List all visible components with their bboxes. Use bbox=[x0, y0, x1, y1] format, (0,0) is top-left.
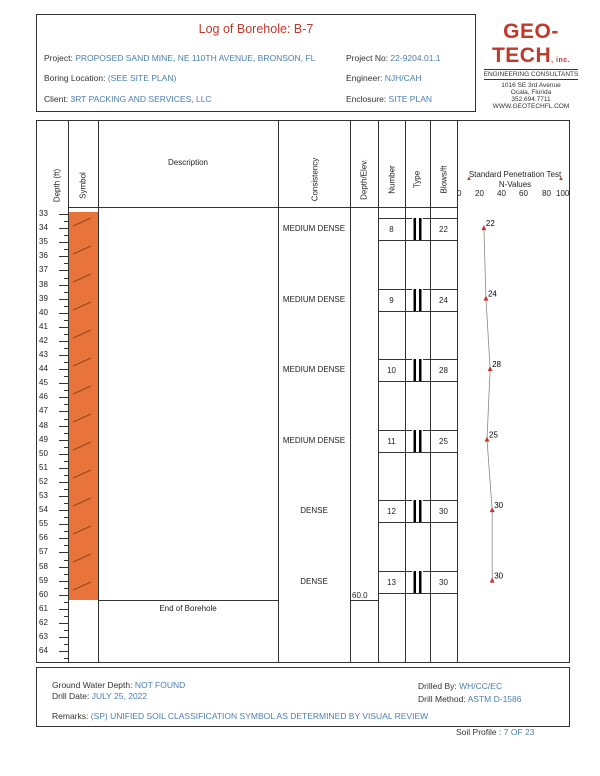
project-no-line bbox=[346, 53, 441, 63]
log-title: Log of Borehole: B-7 bbox=[198, 22, 314, 36]
split-spoon-symbol bbox=[412, 359, 423, 381]
spt-title: Standard Penetration Test bbox=[468, 170, 562, 179]
drill-method-value: ASTM D-1586 bbox=[467, 694, 522, 704]
client-value: 3RT PACKING AND SERVICES, LLC bbox=[70, 94, 212, 104]
logo-website: WWW.GEOTECHFL.COM bbox=[492, 103, 570, 110]
sample-number: 12 bbox=[387, 507, 396, 517]
client-line bbox=[44, 94, 212, 104]
sample-consistency: MEDIUM DENSE bbox=[282, 435, 346, 445]
depth-tick-label: 49 bbox=[39, 434, 48, 444]
sample-consistency: MEDIUM DENSE bbox=[282, 224, 346, 234]
logo-wordmark: GEO-TECH, inc. bbox=[491, 20, 571, 67]
sample-consistency: MEDIUM DENSE bbox=[282, 294, 346, 304]
depth-tick-label: 41 bbox=[39, 321, 48, 331]
remarks-line bbox=[52, 711, 428, 721]
split-spoon-symbol bbox=[412, 500, 423, 522]
split-spoon-symbol bbox=[412, 289, 423, 311]
project-value: PROPOSED SAND MINE, NE 110TH AVENUE, BRONSON, FL bbox=[75, 53, 316, 63]
spt-point-label: 25 bbox=[489, 430, 498, 440]
header-type: Type bbox=[412, 170, 422, 189]
depth-tick-label: 54 bbox=[39, 505, 48, 515]
soil-profile-value: 7 OF 23 bbox=[503, 727, 535, 737]
spt-plot bbox=[457, 207, 571, 664]
spt-marker-right: ▲ bbox=[558, 176, 564, 182]
sample-number: 9 bbox=[389, 295, 394, 305]
depth-tick-label: 51 bbox=[39, 462, 48, 472]
depth-tick-label: 59 bbox=[39, 575, 48, 585]
spt-subtitle: N-Values bbox=[498, 180, 532, 189]
depth-tick-label: 43 bbox=[39, 350, 48, 360]
depth-tick-label: 46 bbox=[39, 392, 48, 402]
spt-tick-20: 20 bbox=[475, 189, 484, 198]
project-no-value: 22-9204.01.1 bbox=[390, 53, 441, 63]
remarks-value: (SP) UNIFIED SOIL CLASSIFICATION SYMBOL AS DETERMINED BY VISUAL REVIEW bbox=[90, 711, 429, 721]
split-spoon-symbol bbox=[412, 218, 423, 240]
soil-profile-label: Soil Profile : bbox=[456, 727, 502, 737]
sample-consistency: DENSE bbox=[300, 576, 328, 586]
depth-tick-label: 38 bbox=[39, 279, 48, 289]
depth-tick-label: 61 bbox=[39, 603, 48, 613]
sample-blows: 30 bbox=[439, 507, 448, 517]
depth-tick-label: 64 bbox=[39, 646, 48, 656]
drilled-by-line bbox=[418, 681, 502, 691]
project-label: Project: bbox=[44, 53, 73, 63]
drill-method-label: Drill Method: bbox=[418, 694, 466, 704]
logo-tagline: ENGINEERING CONSULTANTS bbox=[483, 71, 579, 78]
logo-underline-2 bbox=[484, 79, 578, 80]
depth-tick-label: 36 bbox=[39, 251, 48, 261]
soil-profile-line bbox=[456, 727, 534, 737]
log-table bbox=[36, 120, 570, 663]
sample-blows: 22 bbox=[439, 225, 448, 235]
sample-blows: 24 bbox=[439, 295, 448, 305]
project-line bbox=[44, 53, 315, 63]
company-logo bbox=[476, 20, 586, 110]
depth-tick-label: 34 bbox=[39, 223, 48, 233]
sample-blows: 25 bbox=[439, 436, 448, 446]
remarks-label: Remarks: bbox=[52, 711, 89, 721]
engineer-value: NJH/CAH bbox=[384, 73, 422, 83]
depth-tick-label: 62 bbox=[39, 617, 48, 627]
depth-tick-label: 33 bbox=[39, 209, 48, 219]
water-depth-value: NOT FOUND bbox=[134, 680, 186, 690]
spt-tick-60: 60 bbox=[519, 189, 528, 198]
depth-tick-label: 48 bbox=[39, 420, 48, 430]
spt-point-label: 28 bbox=[492, 360, 502, 370]
depth-tick-label: 52 bbox=[39, 476, 48, 486]
drill-date-label: Drill Date: bbox=[52, 691, 90, 701]
sample-blows: 28 bbox=[439, 366, 448, 376]
engineer-line bbox=[346, 73, 422, 83]
sample-consistency: MEDIUM DENSE bbox=[282, 365, 346, 375]
project-no-label: Project No: bbox=[346, 53, 389, 63]
boring-location-label: Boring Location: bbox=[44, 73, 106, 83]
boring-location-value: (SEE SITE PLAN) bbox=[107, 73, 177, 83]
logo-underline bbox=[484, 69, 578, 70]
header-number: Number bbox=[387, 165, 397, 194]
depth-tick-label: 58 bbox=[39, 561, 48, 571]
depth-tick-label: 39 bbox=[39, 293, 48, 303]
header-consistency: Consistency bbox=[310, 157, 320, 202]
header-description: Description bbox=[167, 158, 208, 167]
depth-tick-label: 44 bbox=[39, 364, 48, 374]
depth-tick-label: 55 bbox=[39, 519, 48, 529]
sample-row-bottom bbox=[378, 522, 457, 523]
sample-row-bottom bbox=[378, 381, 457, 382]
boring-location-line bbox=[44, 73, 176, 83]
end-depth-value: 60.0 bbox=[352, 591, 368, 600]
depth-tick-label: 40 bbox=[39, 307, 48, 317]
water-depth-line bbox=[52, 680, 185, 690]
depth-tick-label: 42 bbox=[39, 335, 48, 345]
header-depth-elev: Depth/Elev. bbox=[359, 159, 369, 200]
sample-number: 10 bbox=[387, 366, 396, 376]
depth-tick-label: 56 bbox=[39, 533, 48, 543]
spt-tick-80: 80 bbox=[542, 189, 551, 198]
drilled-by-label: Drilled By: bbox=[418, 681, 457, 691]
spt-marker-left: ▲ bbox=[466, 176, 472, 182]
sample-consistency: DENSE bbox=[300, 506, 328, 516]
spt-tick-40: 40 bbox=[497, 189, 506, 198]
drill-method-line bbox=[418, 694, 521, 704]
depth-tick-label: 47 bbox=[39, 406, 48, 416]
enclosure-line bbox=[346, 94, 432, 104]
enclosure-value: SITE PLAN bbox=[388, 94, 433, 104]
logo-phone: 352.694.7711 bbox=[511, 96, 551, 103]
spt-line bbox=[484, 228, 492, 581]
enclosure-label: Enclosure: bbox=[346, 94, 387, 104]
spt-point-label: 30 bbox=[494, 571, 504, 581]
header-blows: Blows/ft bbox=[439, 165, 449, 194]
split-spoon-symbol bbox=[412, 430, 423, 452]
split-spoon-symbol bbox=[412, 571, 423, 593]
drill-date-value: JULY 25, 2022 bbox=[91, 691, 148, 701]
drill-date-line bbox=[52, 691, 147, 701]
end-of-borehole-label: End of Borehole bbox=[159, 604, 217, 613]
logo-address2: Ocala, Florida bbox=[510, 89, 552, 96]
spt-tick-0: 0 bbox=[457, 189, 462, 198]
drilled-by-value: WH/CC/EC bbox=[459, 681, 503, 691]
depth-tick-label: 50 bbox=[39, 448, 48, 458]
logo-address1: 1016 SE 3rd Avenue bbox=[501, 82, 561, 89]
sample-number: 8 bbox=[389, 225, 394, 235]
depth-tick-label: 63 bbox=[39, 632, 48, 642]
spt-point-label: 30 bbox=[494, 501, 504, 511]
spt-tick-100: 100 bbox=[556, 189, 570, 198]
depth-tick-label: 37 bbox=[39, 265, 48, 275]
header-depth: Depth (ft) bbox=[52, 168, 62, 203]
sample-row-bottom bbox=[378, 240, 457, 241]
client-label: Client: bbox=[44, 94, 69, 104]
sample-blows: 30 bbox=[439, 577, 448, 587]
engineer-label: Engineer: bbox=[346, 73, 383, 83]
depth-tick-label: 35 bbox=[39, 237, 48, 247]
spt-point-label: 22 bbox=[485, 219, 495, 229]
depth-tick-label: 45 bbox=[39, 378, 48, 388]
depth-tick-label: 57 bbox=[39, 547, 48, 557]
sample-number: 11 bbox=[387, 436, 396, 446]
depth-tick-label: 60 bbox=[39, 589, 48, 599]
spt-point-label: 24 bbox=[487, 289, 497, 299]
header-symbol: Symbol bbox=[78, 172, 88, 199]
sample-number: 13 bbox=[387, 577, 396, 587]
depth-tick-label: 53 bbox=[39, 491, 48, 501]
water-depth-label: Ground Water Depth: bbox=[52, 680, 133, 690]
